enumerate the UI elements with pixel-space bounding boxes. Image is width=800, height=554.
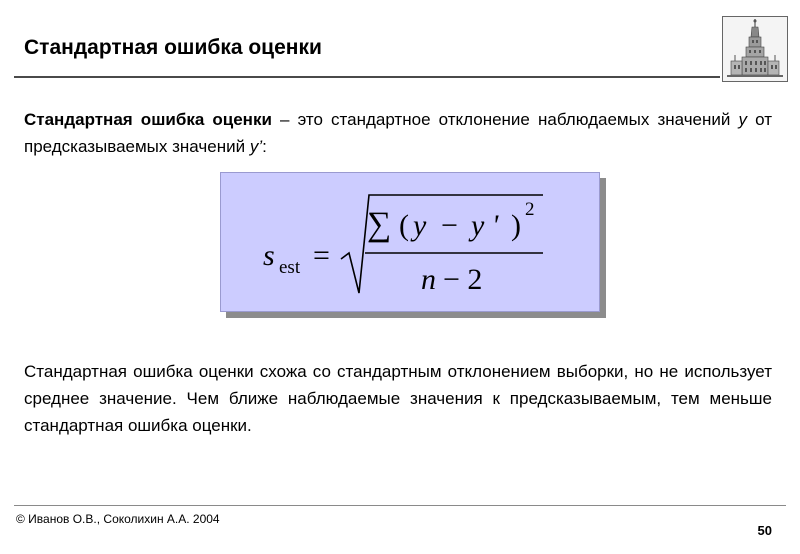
slide-title: Стандартная ошибка оценки: [24, 36, 322, 59]
university-building-icon: [722, 16, 788, 82]
formula-den-n: n: [421, 263, 436, 296]
definition-term: Стандартная ошибка оценки: [24, 110, 272, 129]
formula-box: [220, 172, 600, 312]
formula-num-minus: −: [441, 209, 458, 242]
formula: [221, 173, 599, 311]
definition-var-y: y: [738, 110, 748, 129]
definition-part-1: – это стандартное отклонение наблюдаемых значений: [271, 110, 739, 129]
definition-part-3: :: [262, 137, 267, 156]
formula-sum-symbol: ∑: [367, 206, 392, 243]
footer-copyright: © Иванов О.В., Соколихин А.А. 2004: [16, 512, 220, 526]
definition-text: [24, 106, 772, 160]
title-divider: [14, 76, 720, 78]
formula-power: 2: [525, 199, 535, 220]
explanation-paragraph: Стандартная ошибка оценки схожа со стандартным отклонением выборки, но не использует среднее значение. Чем ближе наблюдаемые значения к предсказываемым, тем меньше стандартная ошибка оценки.: [24, 362, 772, 435]
formula-equals: =: [313, 239, 330, 272]
formula-den-rest: − 2: [443, 263, 483, 296]
footer-divider: [14, 505, 786, 506]
formula-lhs-symbol: s: [263, 239, 275, 272]
formula-num-y-prime: y ': [471, 209, 499, 242]
formula-open-paren: (: [399, 209, 409, 242]
definition-part-2: от предсказываемых значений: [24, 110, 772, 156]
page-number: 50: [757, 523, 772, 538]
formula-num-y: y: [413, 209, 427, 242]
definition-var-y-prime: y’: [249, 137, 263, 156]
formula-lhs-subscript: est: [279, 257, 301, 278]
formula-close-paren: ): [511, 209, 521, 242]
